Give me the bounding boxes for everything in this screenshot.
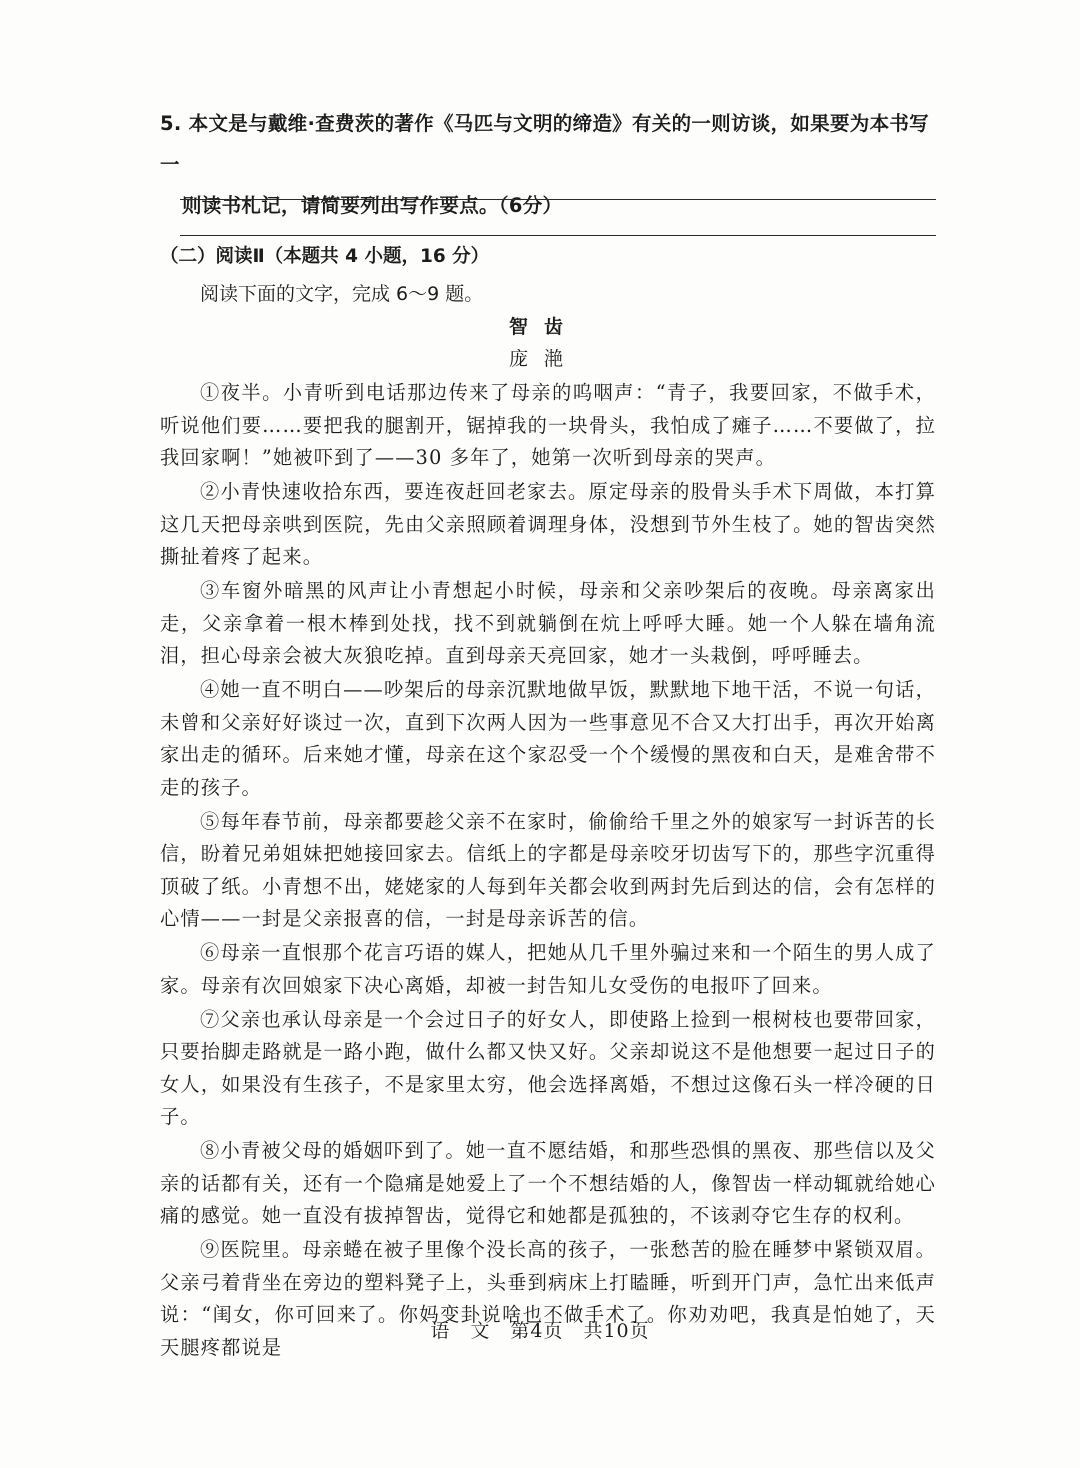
question-5-line-2: 则读书札记，请简要列出写作要点。（6分） <box>182 194 563 217</box>
paragraph-2: ②小青快速收拾东西，要连夜赶回老家去。原定母亲的股骨头手术下周做，本打算这几天把母亲哄到医院，先由父亲照顾着调理身体，没想到节外生枝了。她的智齿突然撕扯着疼了起来。 <box>160 480 936 568</box>
paragraph-9: ⑨医院里。母亲蜷在被子里像个没长高的孩子，一张愁苦的脸在睡梦中紧锁双眉。父亲弓着背坐在旁边的塑料凳子上，头垂到病床上打瞌睡，听到开门声，急忙出来低声说：“闺女，你可回来了。你妈变卦说啥也不做手术了。你劝劝吧，我真是怕她了，天天腿疼都说是 <box>160 1238 936 1359</box>
paragraph-4: ④她一直不明白——吵架后的母亲沉默地做早饭，默默地下地干活，不说一句话，未曾和父亲好好谈过一次，直到下次两人因为一些事意见不合又大打出手，再次开始离家出走的循环。后来她才懂，母亲在这个家忍受一个个缓慢的黑夜和白天，是难舍带不走的孩子。 <box>160 678 936 799</box>
answer-line-2[interactable] <box>180 235 936 236</box>
question-5 <box>160 103 940 226</box>
reading-instruction: 阅读下面的文字，完成 6～9 题。 <box>200 283 484 305</box>
question-5-line-1: 5. 本文是与戴维·查费茨的著作《马匹与文明的缔造》有关的一则访谈，如果要为本书写一 <box>160 112 929 176</box>
article-title: 智齿 <box>508 316 579 338</box>
article-author: 庞滟 <box>508 348 579 370</box>
paragraph-3: ③车窗外暗黑的风声让小青想起小时候，母亲和父亲吵架后的夜晚。母亲离家出走，父亲拿着一根木棒到处找，找不到就躺倒在炕上呼呼大睡。她一个人躲在墙角流泪，担心母亲会被大灰狼吃掉。直到母亲天亮回家，她才一头栽倒，呼呼睡去。 <box>160 579 936 667</box>
article-body <box>160 377 936 1366</box>
paragraph-6: ⑥母亲一直恨那个花言巧语的媒人，把她从几千里外骗过来和一个陌生的男人成了家。母亲有次回娘家下决心离婚，却被一封告知儿女受伤的电报吓了回来。 <box>160 941 936 997</box>
paragraph-1: ①夜半。小青听到电话那边传来了母亲的呜咽声：“青子，我要回家，不做手术，听说他们要……要把我的腿割开，锯掉我的一块骨头，我怕成了瘫子……不要做了，拉我回家啊！”她被吓到了——30 多年了，她第一次听到母亲的哭声。 <box>160 381 936 469</box>
answer-line-1[interactable] <box>180 199 936 200</box>
paragraph-7: ⑦父亲也承认母亲是一个会过日子的好女人，即使路上捡到一根树枝也要带回家，只要抬脚走路就是一路小跑，做什么都又快又好。父亲却说这不是他想要一起过日子的女人，如果没有生孩子，不是家里太穷，他会选择离婚，不想过这像石头一样冷硬的日子。 <box>160 1007 936 1128</box>
paragraph-8: ⑧小青被父母的婚姻吓到了。她一直不愿结婚，和那些恐惧的黑夜、那些信以及父亲的话都有关，还有一个隐痛是她爱上了一个不想结婚的人，像智齿一样动辄就给她心痛的感觉。她一直没有拔掉智齿，觉得它和她都是孤独的，不该剥夺它生存的权利。 <box>160 1139 936 1227</box>
paragraph-5: ⑤每年春节前，母亲都要趁父亲不在家时，偷偷给千里之外的娘家写一封诉苦的长信，盼着兄弟姐妹把她接回家去。信纸上的字都是母亲咬牙切齿写下的，那些字沉重得顶破了纸。小青想不出，姥姥家的人每到年关都会收到两封先后到达的信，会有怎样的心情——一封是父亲报喜的信，一封是母亲诉苦的信。 <box>160 809 936 930</box>
section-heading: （二）阅读Ⅱ（本题共 4 小题，16 分） <box>160 246 490 267</box>
page-footer: 语 文 第4页 共10页 <box>430 1320 650 1342</box>
